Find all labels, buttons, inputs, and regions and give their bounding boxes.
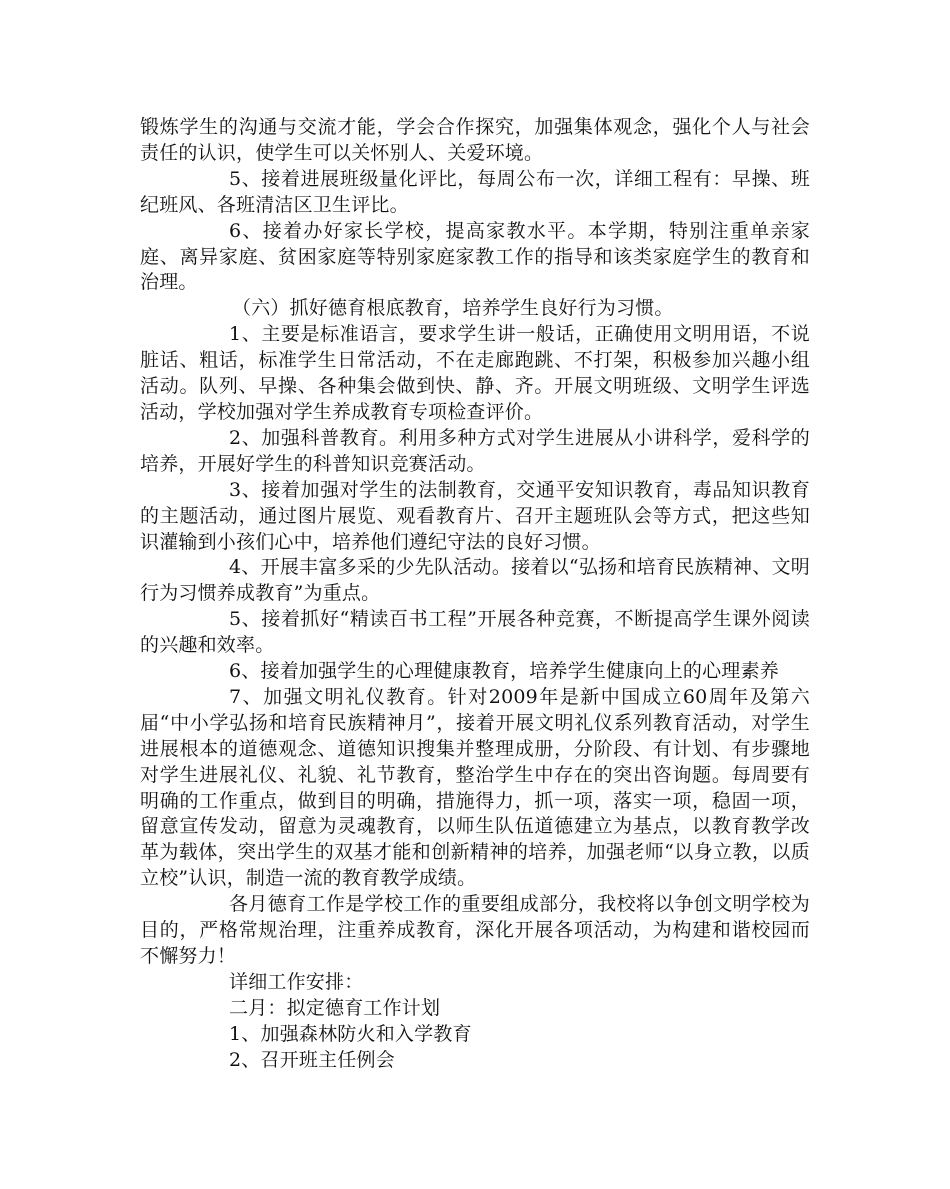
section-heading-six: （六）抓好德育根底教育，培养学生良好行为习惯。 <box>232 297 674 320</box>
paragraph-mental-health: 6、接着加强学生的心理健康教育，培养学生健康向上的心理素养 <box>229 660 779 683</box>
paragraph-science-education: 2、加强科普教育。利用多种方式对学生进展从小讲科学，爱科学的培养，开展好学生的科普知识竞赛活动。 <box>140 426 810 475</box>
document-page <box>140 115 810 1074</box>
paragraph-young-pioneers: 4、开展丰富多采的少先队活动。接着以“弘扬和培育民族精神、文明行为习惯养成教育”为重点。 <box>140 556 810 605</box>
paragraph-work-schedule-title: 详细工作安排： <box>229 970 364 993</box>
paragraph-parent-school: 6、接着办好家长学校，提高家教水平。本学期，特别注重单亲家庭、离异家庭、贫困家庭等特别家庭家教工作的指导和该类家庭学生的教育和治理。 <box>140 219 810 294</box>
paragraph-communication-skills: 锻炼学生的沟通与交流才能，学会合作探究，加强集体观念，强化个人与社会责任的认识，使学生可以关怀别人、关爱环境。 <box>140 116 810 164</box>
paragraph-monthly-work: 各月德育工作是学校工作的重要组成部分，我校将以争创文明学校为目的，严格常规治理，注重养成教育，深化开展各项活动，为构建和谐校园而不懈努力！ <box>140 893 810 967</box>
paragraph-standard-language: 1、主要是标准语言，要求学生讲一般话，正确使用文明用语，不说脏话、粗话，标准学生日常活动，不在走廊跑跳、不打架，积极参加兴趣小组活动。队列、早操、各种集会做到快、静、齐。开展文明班级、文明学生评选活动，学校加强对学生养成教育专项检查评价。 <box>140 323 810 423</box>
paragraph-february: 二月：拟定德育工作计划 <box>229 996 441 1019</box>
paragraph-class-evaluation: 5、接着进展班级量化评比，每周公布一次，详细工程有：早操、班纪班风、各班清洁区卫生评比。 <box>140 167 810 216</box>
paragraph-legal-education: 3、接着加强对学生的法制教育，交通平安知识教育，毒品知识教育的主题活动，通过图片展览、观看教育片、召开主题班队会等方式，把这些知识灌输到小孩们心中，培养他们遵纪守法的良好习惯。 <box>140 478 810 553</box>
list-item-teacher-meeting: 2、召开班主任例会 <box>229 1048 395 1071</box>
paragraph-etiquette-education: 7、加强文明礼仪教育。针对2009年是新中国成立60周年及第六届“中小学弘扬和培育民族精神月”，接着开展文明礼仪系列教育活动，对学生进展根本的道德观念、道德知识搜集并整理成册，分阶段、有计划、有步骤地对学生进展礼仪、礼貌、礼节教育，整治学生中存在的突出咨询题。每周要有明确的工作重点，做到目的明确，措施得力，抓一项，落实一项，稳固一项，留意宣传发动，留意为灵魂教育，以师生队伍道德建立为基点，以教育教学改革为载体，突出学生的双基才能和创新精神的培养，加强老师“以身立教，以质立校”认识，制造一流的教育教学成绩。 <box>140 685 810 890</box>
list-item-fire-prevention: 1、加强森林防火和入学教育 <box>229 1022 472 1045</box>
paragraph-reading-project: 5、接着抓好“精读百书工程”开展各种竞赛，不断提高学生课外阅读的兴趣和效率。 <box>140 608 810 657</box>
